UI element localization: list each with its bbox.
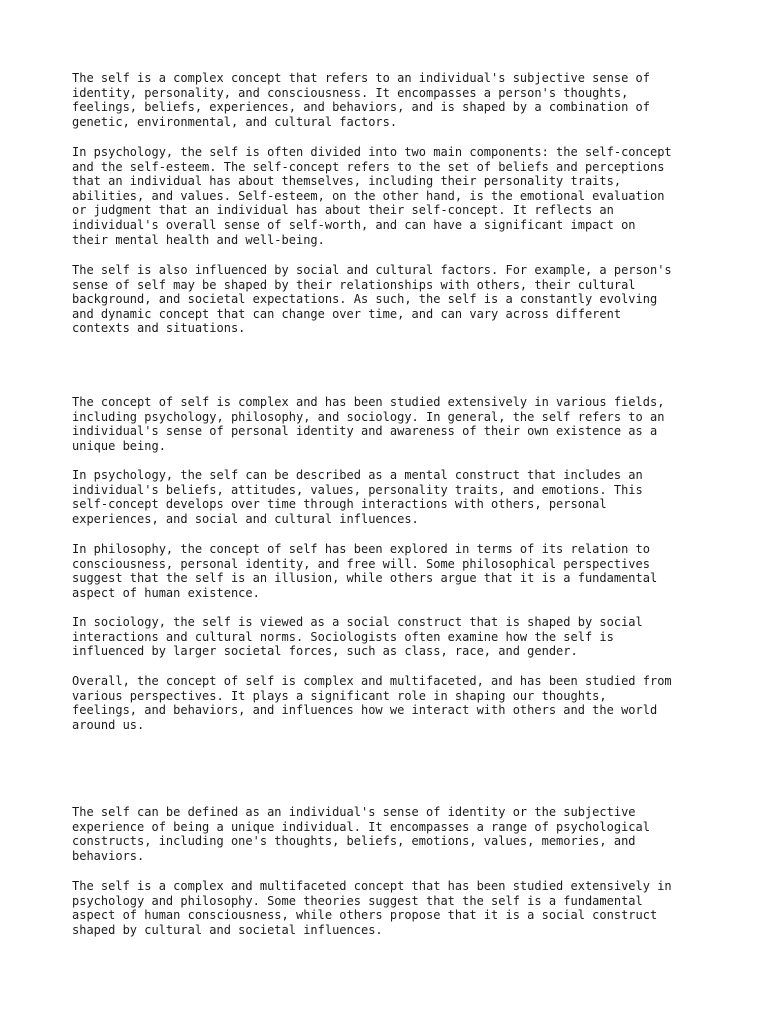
paragraph: In psychology, the self is often divided into two main components: the self-concept and the self-esteem. The self-concept refers to the set of beliefs and perceptions that an individual has about themselves, including their personality traits, abilities, and values. Self-esteem, on the other hand, is the emotional evaluation or judgment that an individual has about their self-concept. It reflects an individual's overall sense of self-worth, and can have a significant impact on their mental health and well-being. (72, 145, 672, 247)
paragraph: The concept of self is complex and has been studied extensively in various fields, including psychology, philosophy, and sociology. In general, the self refers to an individual's sense of personal identity and awareness of their own existence as a unique being. (72, 395, 665, 453)
paragraph: The self is a complex concept that refers to an individual's subjective sense of identity, personality, and consciousness. It encompasses a person's thoughts, feelings, beliefs, experiences, and behaviors, and is shaped by a combination of genetic, environmental, and cultural factors. (72, 71, 650, 129)
paragraph: In sociology, the self is viewed as a social construct that is shaped by social interactions and cultural norms. Sociologists often examine how the self is influenced by larger societal forces, such as class, race, and gender. (72, 615, 643, 659)
paragraph: The self is also influenced by social and cultural factors. For example, a person's sense of self may be shaped by their relationships with others, their cultural background, and societal expectations. As such, the self is a constantly evolving and dynamic concept that can change over time, and can vary across different contexts and situations. (72, 263, 672, 336)
paragraph: In philosophy, the concept of self has been explored in terms of its relation to consciousness, personal identity, and free will. Some philosophical perspectives suggest that the self is an illusion, while others argue that it is a fundamental aspect of human existence. (72, 542, 658, 600)
paragraph: The self is a complex and multifaceted concept that has been studied extensively in psychology and philosophy. Some theories suggest that the self is a fundamental aspect of human consciousness, while others propose that it is a social construct shaped by cultural and societal influences. (72, 879, 672, 937)
paragraph: Overall, the concept of self is complex and multifaceted, and has been studied from various perspectives. It plays a significant role in shaping our thoughts, feelings, and behaviors, and influences how we interact with others and the world around us. (72, 674, 672, 732)
paragraph: In psychology, the self can be described as a mental construct that includes an individual's beliefs, attitudes, values, personality traits, and emotions. This self-concept develops over time through interactions with others, personal experiences, and social and cultural influences. (72, 468, 643, 526)
paragraph: The self can be defined as an individual's sense of identity or the subjective experience of being a unique individual. It encompasses a range of psychological constructs, including one's thoughts, beliefs, emotions, values, memories, and behaviors. (72, 805, 650, 863)
